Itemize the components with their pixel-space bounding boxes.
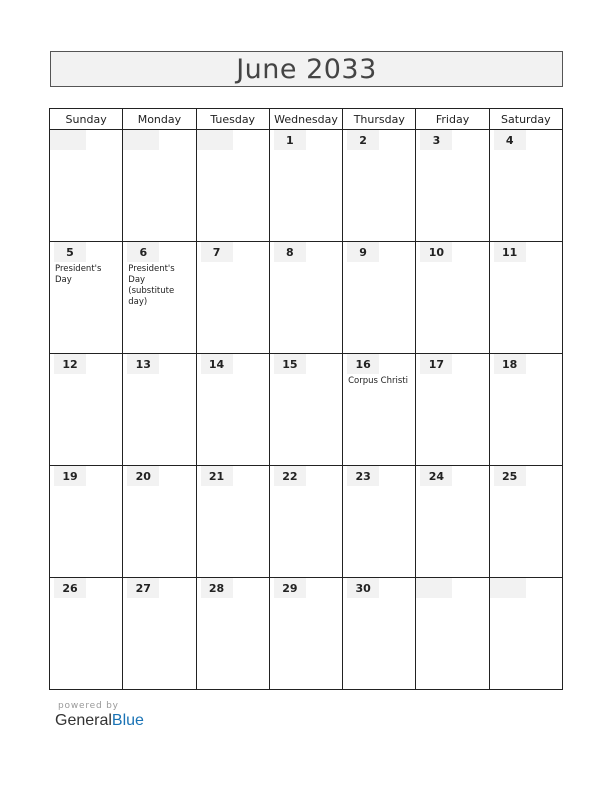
day-number: 13 bbox=[127, 354, 159, 374]
day-cell bbox=[123, 466, 196, 578]
weekday-header: Saturday bbox=[489, 109, 562, 130]
day-cell bbox=[123, 130, 196, 242]
logo-blue-text: Blue bbox=[111, 712, 144, 729]
weekday-header: Thursday bbox=[343, 109, 416, 130]
day-number: 27 bbox=[127, 578, 159, 598]
day-number: 21 bbox=[201, 466, 233, 486]
day-number: 1 bbox=[274, 130, 306, 150]
day-cell bbox=[343, 130, 416, 242]
day-number bbox=[50, 130, 86, 150]
day-cell bbox=[489, 354, 562, 466]
day-cell bbox=[50, 130, 123, 242]
day-number: 22 bbox=[274, 466, 306, 486]
day-cell bbox=[196, 130, 269, 242]
day-cell bbox=[489, 130, 562, 242]
weekday-header: Friday bbox=[416, 109, 489, 130]
day-cell bbox=[343, 578, 416, 690]
day-cell bbox=[196, 354, 269, 466]
day-cell bbox=[416, 242, 489, 354]
day-number bbox=[123, 130, 159, 150]
day-cell bbox=[269, 130, 342, 242]
day-cell bbox=[123, 242, 196, 354]
day-number: 24 bbox=[420, 466, 452, 486]
day-number: 28 bbox=[201, 578, 233, 598]
day-cell bbox=[269, 466, 342, 578]
holiday-label: President's Day (substitute day) bbox=[128, 264, 175, 307]
weekday-header-row bbox=[50, 109, 563, 130]
holiday-label: Corpus Christi bbox=[348, 376, 408, 386]
day-number bbox=[197, 130, 233, 150]
day-cell bbox=[196, 578, 269, 690]
day-cell bbox=[269, 354, 342, 466]
calendar-grid bbox=[49, 108, 563, 690]
day-number: 25 bbox=[494, 466, 526, 486]
day-number: 26 bbox=[54, 578, 86, 598]
day-number bbox=[490, 578, 526, 598]
weekday-header: Tuesday bbox=[196, 109, 269, 130]
day-number: 20 bbox=[127, 466, 159, 486]
day-number: 19 bbox=[54, 466, 86, 486]
day-cell bbox=[196, 466, 269, 578]
day-cell bbox=[50, 354, 123, 466]
day-number: 12 bbox=[54, 354, 86, 374]
day-cell bbox=[489, 466, 562, 578]
day-cell bbox=[416, 354, 489, 466]
day-number bbox=[416, 578, 452, 598]
day-number: 11 bbox=[494, 242, 526, 262]
day-number: 30 bbox=[347, 578, 379, 598]
week-row bbox=[50, 130, 563, 242]
logo-general-text: General bbox=[55, 712, 112, 729]
day-cell bbox=[489, 242, 562, 354]
day-cell bbox=[123, 578, 196, 690]
day-number: 17 bbox=[420, 354, 452, 374]
day-cell bbox=[123, 354, 196, 466]
week-row bbox=[50, 242, 563, 354]
weekday-header: Monday bbox=[123, 109, 196, 130]
week-row bbox=[50, 578, 563, 690]
day-number: 15 bbox=[274, 354, 306, 374]
day-cell bbox=[343, 354, 416, 466]
day-cell bbox=[269, 578, 342, 690]
day-number: 6 bbox=[127, 242, 159, 262]
day-cell bbox=[269, 242, 342, 354]
day-number: 18 bbox=[494, 354, 526, 374]
day-cell bbox=[343, 466, 416, 578]
day-cell bbox=[50, 466, 123, 578]
day-number: 2 bbox=[347, 130, 379, 150]
week-row bbox=[50, 354, 563, 466]
holiday-label: President's Day bbox=[55, 264, 102, 285]
day-number: 23 bbox=[347, 466, 379, 486]
day-number: 14 bbox=[201, 354, 233, 374]
calendar-title-box bbox=[50, 51, 563, 87]
day-number: 29 bbox=[274, 578, 306, 598]
day-number: 8 bbox=[274, 242, 306, 262]
day-number: 5 bbox=[54, 242, 86, 262]
day-number: 9 bbox=[347, 242, 379, 262]
powered-by-text: powered by bbox=[58, 701, 119, 711]
week-row bbox=[50, 466, 563, 578]
weekday-header: Sunday bbox=[50, 109, 123, 130]
day-number: 3 bbox=[420, 130, 452, 150]
day-cell bbox=[196, 242, 269, 354]
day-cell bbox=[416, 466, 489, 578]
day-number: 16 bbox=[347, 354, 379, 374]
day-cell bbox=[489, 578, 562, 690]
day-number: 7 bbox=[201, 242, 233, 262]
day-cell bbox=[50, 242, 123, 354]
calendar-title: June 2033 bbox=[236, 53, 377, 85]
day-cell bbox=[343, 242, 416, 354]
day-number: 10 bbox=[420, 242, 452, 262]
day-cell bbox=[50, 578, 123, 690]
day-cell bbox=[416, 130, 489, 242]
day-cell bbox=[416, 578, 489, 690]
weekday-header: Wednesday bbox=[269, 109, 342, 130]
generalblue-logo[interactable] bbox=[55, 712, 144, 730]
day-number: 4 bbox=[494, 130, 526, 150]
